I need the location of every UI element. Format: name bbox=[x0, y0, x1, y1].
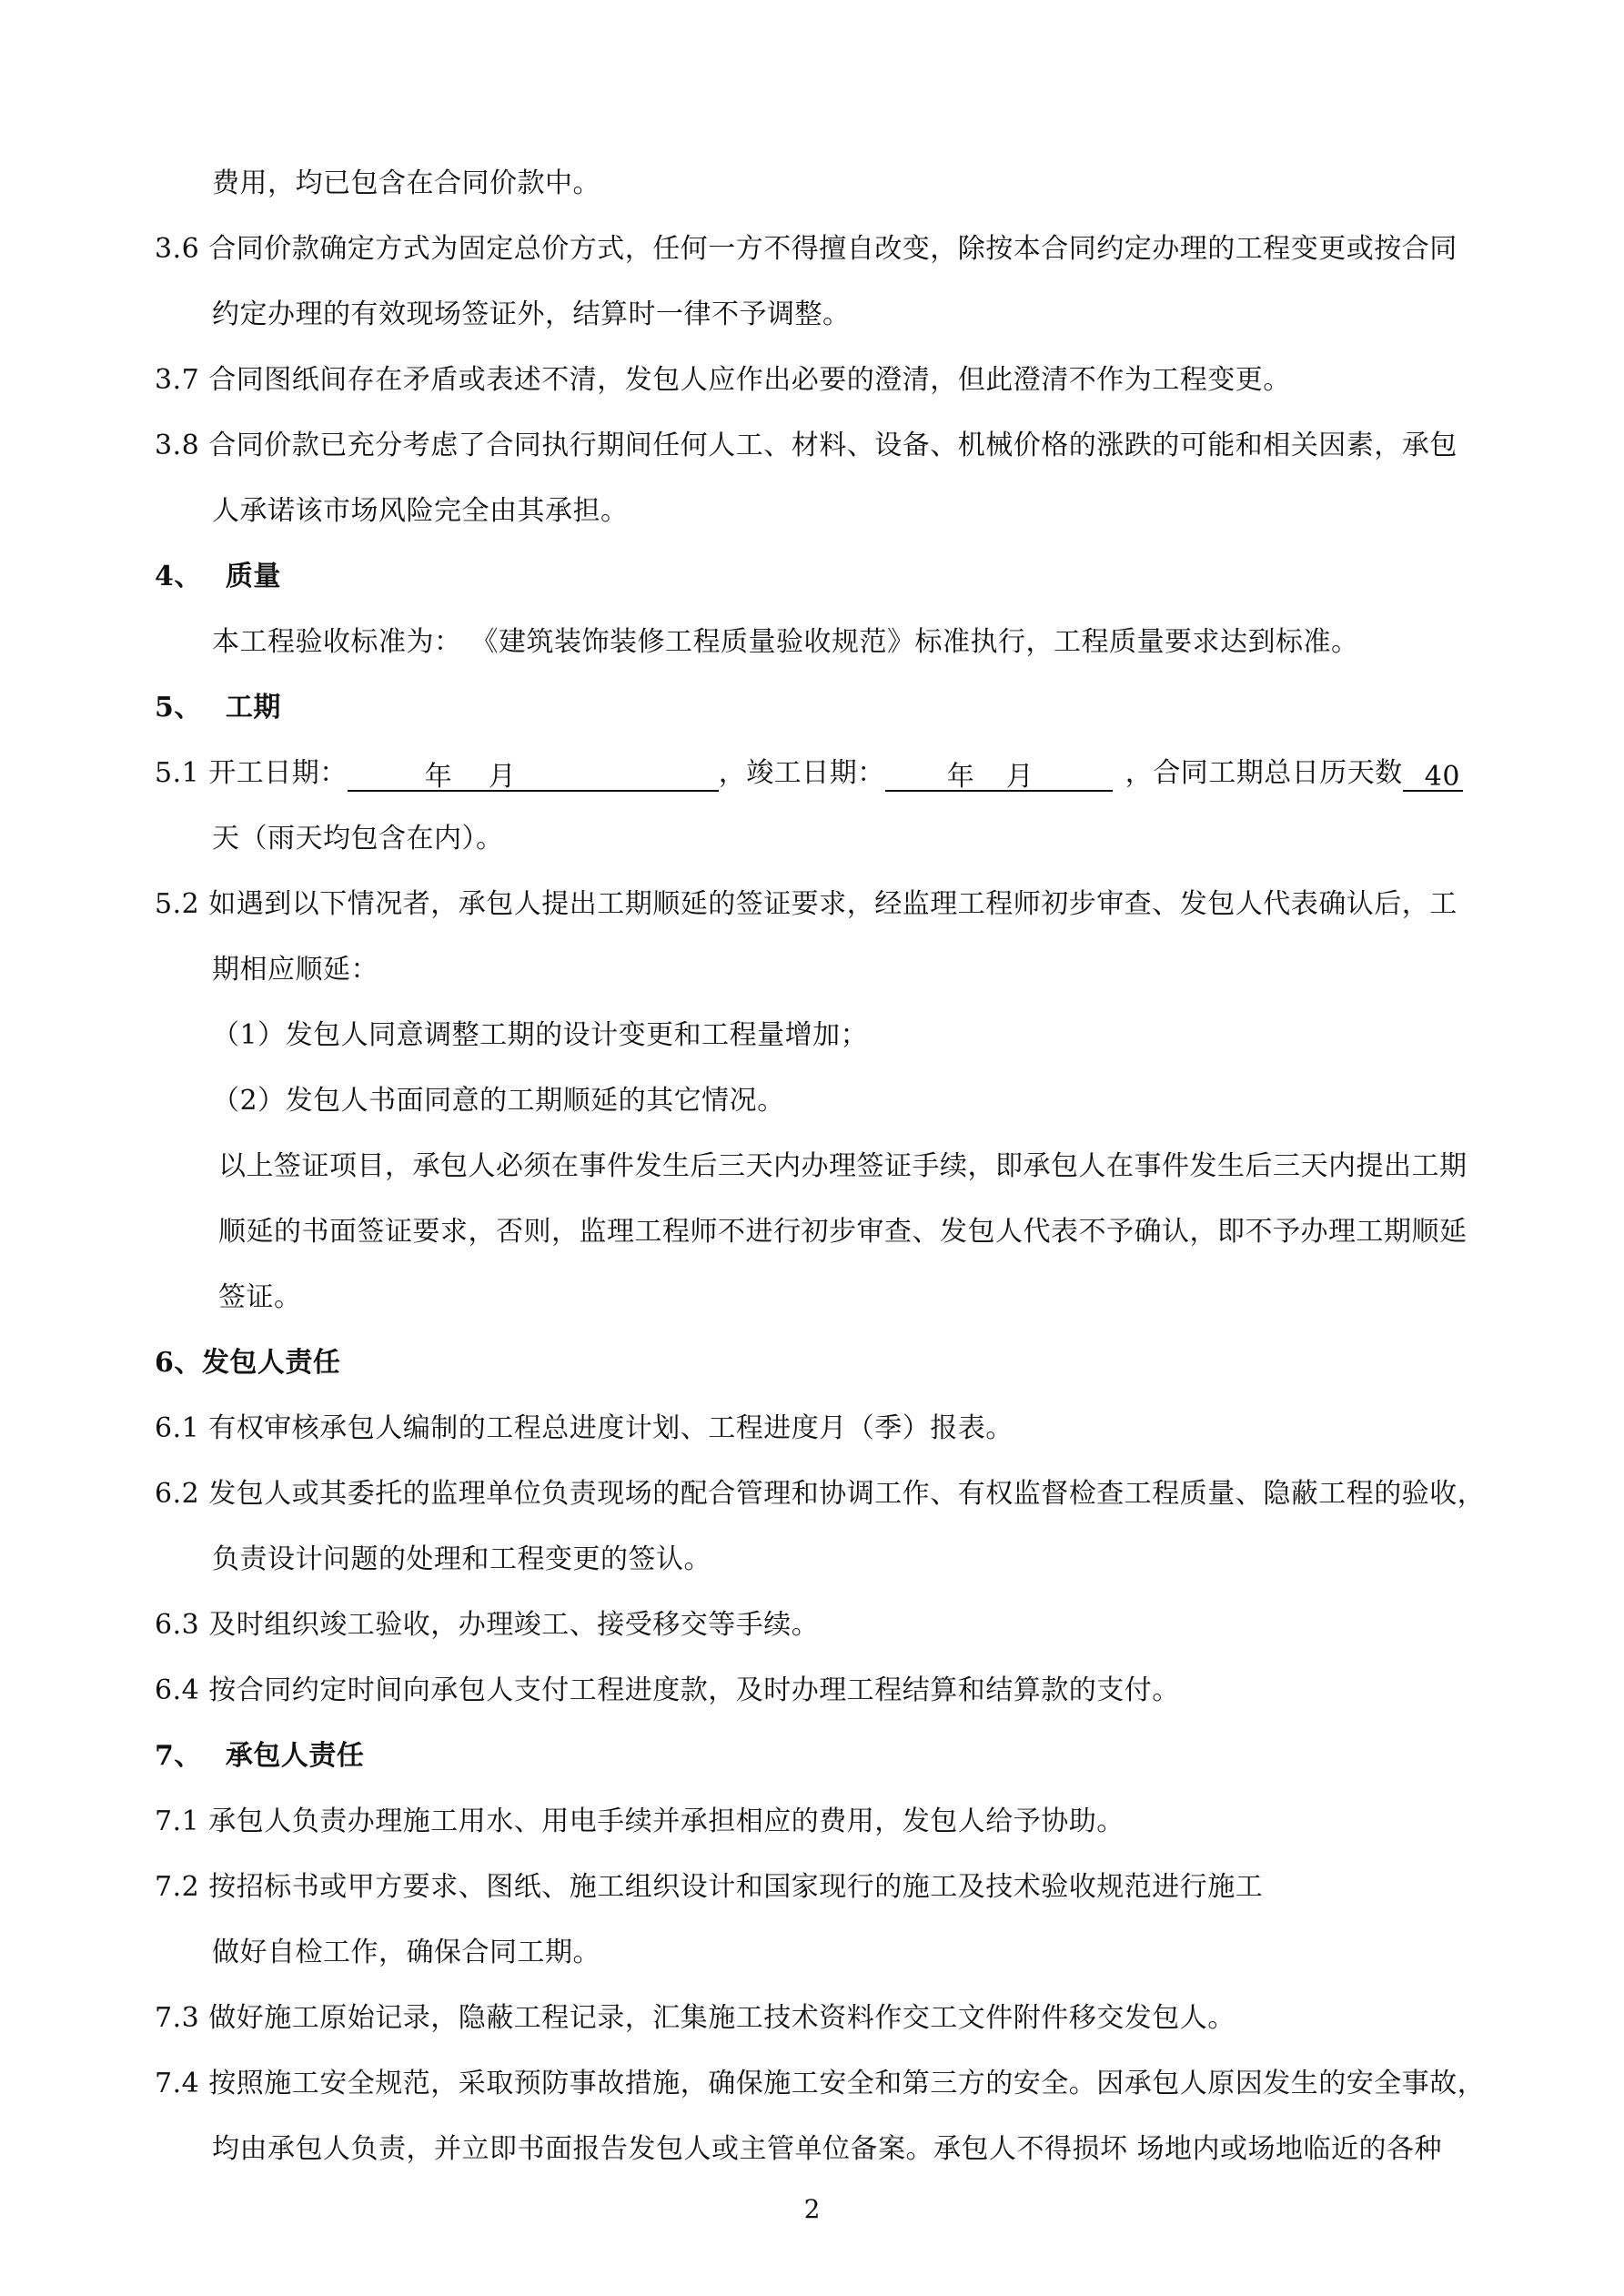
clause-5-2-line-1: 5.2 如遇到以下情况者，承包人提出工期顺延的签证要求，经监理工程师初步审查、发包人代表确认后，工 bbox=[155, 888, 1458, 920]
end-date-label: ，竣工日期： bbox=[718, 757, 885, 789]
clause-3-8-line-1: 3.8 合同价款已充分考虑了合同执行期间任何人工、材料、设备、机械价格的涨跌的可能和相关因素，承包 bbox=[155, 430, 1458, 461]
section-5-number: 5、 bbox=[155, 692, 202, 723]
page-number: 2 bbox=[803, 2194, 821, 2224]
section-7-title: 承包人责任 bbox=[225, 1740, 365, 1772]
clause-7-4-line-2: 均由承包人负责，并立即书面报告发包人或主管单位备案。承包人不得损坏 场地内或场地临近的各种 bbox=[212, 2133, 1443, 2165]
start-date-label: 5.1 开工日期： bbox=[155, 757, 348, 789]
section-5-heading bbox=[155, 690, 281, 726]
clause-6-2-line-2: 负责设计问题的处理和工程变更的签认。 bbox=[212, 1543, 711, 1575]
visa-paragraph-line-1: 以上签证项目，承包人必须在事件发生后三天内办理签证手续，即承包人在事件发生后三天内提出工期 bbox=[218, 1150, 1468, 1182]
clause-3-6-line-1: 3.6 合同价款确定方式为固定总价方式，任何一方不得擅自改变，除按本合同约定办理的工程变更或按合同 bbox=[155, 233, 1458, 265]
total-days-value: 40 bbox=[1424, 761, 1460, 793]
visa-paragraph-line-2: 顺延的书面签证要求，否则，监理工程师不进行初步审查、发包人代表不予确认，即不予办理工期顺延 bbox=[218, 1216, 1468, 1248]
clause-3-8-line-2: 人承诺该市场风险完全由其承担。 bbox=[212, 495, 629, 527]
end-date-field[interactable] bbox=[885, 759, 1113, 792]
start-month-label: 月 bbox=[488, 761, 517, 793]
clause-7-2-line-1: 7.2 按招标书或甲方要求、图纸、施工组织设计和国家现行的施工及技术验收规范进行施工 bbox=[155, 1871, 1264, 1903]
total-days-field[interactable] bbox=[1403, 759, 1463, 792]
quality-standard: 本工程验收标准为： 《建筑装饰装修工程质量验收规范》标准执行，工程质量要求达到标准。 bbox=[212, 626, 1359, 658]
clause-7-1: 7.1 承包人负责办理施工用水、用电手续并承担相应的费用，发包人给予协助。 bbox=[155, 1805, 1125, 1837]
total-days-label: ，合同工期总日历天数 bbox=[1125, 757, 1403, 789]
clause-6-3: 6.3 及时组织竣工验收，办理竣工、接受移交等手续。 bbox=[155, 1609, 820, 1641]
clause-5-2-line-2: 期相应顺延： bbox=[212, 954, 378, 986]
visa-paragraph-line-3: 签证。 bbox=[218, 1281, 302, 1313]
clause-3-6-line-2: 约定办理的有效现场签证外，结算时一律不予调整。 bbox=[212, 298, 851, 330]
section-4-number: 4、 bbox=[155, 561, 202, 592]
section-4-heading bbox=[155, 559, 281, 595]
section-4-title: 质量 bbox=[225, 561, 281, 592]
end-year-label: 年 bbox=[946, 761, 975, 793]
clause-6-1: 6.1 有权审核承包人编制的工程总进度计划、工程进度月（季）报表。 bbox=[155, 1412, 1014, 1444]
clause-5-2-item-2: （2）发包人书面同意的工期顺延的其它情况。 bbox=[212, 1085, 785, 1117]
clause-7-2-line-2: 做好自检工作，确保合同工期。 bbox=[212, 1937, 600, 1968]
end-month-label: 月 bbox=[1005, 761, 1034, 793]
clause-6-4: 6.4 按合同约定时间向承包人支付工程进度款，及时办理工程结算和结算款的支付。 bbox=[155, 1674, 1180, 1706]
clause-5-2-item-1: （1）发包人同意调整工期的设计变更和工程量增加； bbox=[212, 1019, 869, 1051]
clause-7-4-line-1: 7.4 按照施工安全规范，采取预防事故措施，确保施工安全和第三方的安全。因承包人原因发生的安全事故， bbox=[155, 2068, 1486, 2099]
clause-5-1-line-2: 天（雨天均包含在内）。 bbox=[212, 823, 504, 855]
section-7-number: 7、 bbox=[155, 1740, 202, 1772]
section-6-heading: 6、发包人责任 bbox=[155, 1347, 341, 1379]
start-date-field[interactable] bbox=[348, 759, 719, 792]
clause-7-3: 7.3 做好施工原始记录，隐蔽工程记录，汇集施工技术资料作交工文件附件移交发包人。 bbox=[155, 2002, 1236, 2034]
clause-5-1-line-1 bbox=[155, 755, 1463, 792]
section-7-heading bbox=[155, 1738, 364, 1775]
clause-6-2-line-1: 6.2 发包人或其委托的监理单位负责现场的配合管理和协调工作、有权监督检查工程质量、隐蔽工程的验收， bbox=[155, 1478, 1486, 1510]
clause-3-5-continued: 费用，均已包含在合同价款中。 bbox=[212, 167, 600, 199]
start-year-label: 年 bbox=[424, 761, 453, 793]
section-5-title: 工期 bbox=[225, 692, 281, 723]
clause-3-7: 3.7 合同图纸间存在矛盾或表述不清，发包人应作出必要的澄清，但此澄清不作为工程变更。 bbox=[155, 364, 1291, 396]
